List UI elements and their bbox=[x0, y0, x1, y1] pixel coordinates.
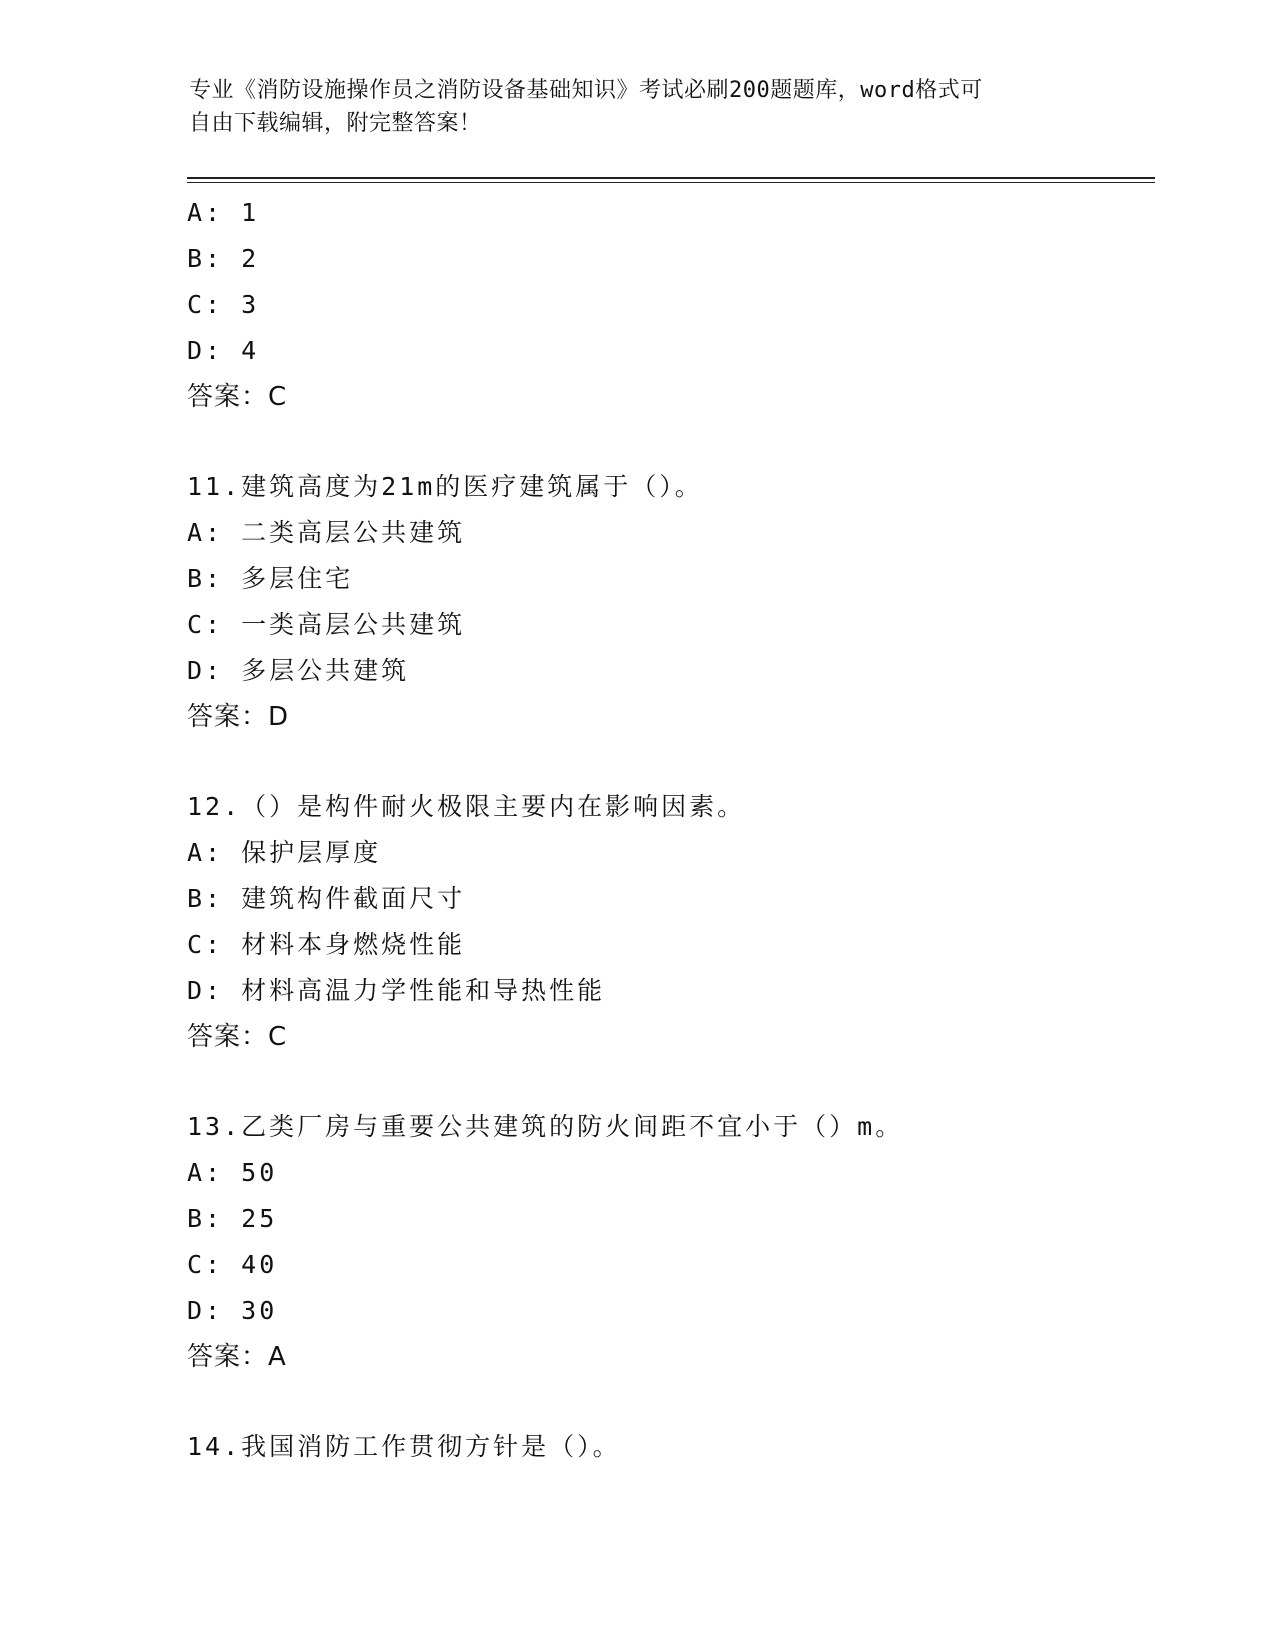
option-d: D: 4 bbox=[187, 336, 260, 365]
header-title-line-1: 专业《消防设施操作员之消防设备基础知识》考试必刷200题题库，word格式可 bbox=[189, 78, 983, 103]
document-header bbox=[189, 74, 1089, 140]
answer-line: 答案：D bbox=[187, 702, 290, 732]
spacer bbox=[187, 1060, 1147, 1104]
header-title-line-2: 自由下载编辑，附完整答案！ bbox=[189, 111, 482, 136]
option-b: B: 多层住宅 bbox=[187, 564, 354, 593]
answer-line: 答案：C bbox=[187, 1022, 288, 1052]
option-b: B: 25 bbox=[187, 1204, 278, 1233]
spacer bbox=[187, 1380, 1147, 1424]
option-d: D: 多层公共建筑 bbox=[187, 656, 410, 685]
option-b: B: 建筑构件截面尺寸 bbox=[187, 884, 466, 913]
option-a: A: 50 bbox=[187, 1158, 278, 1187]
question-stem: 11.建筑高度为21m的医疗建筑属于（）。 bbox=[187, 472, 703, 501]
option-c: C: 一类高层公共建筑 bbox=[187, 610, 466, 639]
option-d: D: 30 bbox=[187, 1296, 278, 1325]
header-divider-thin bbox=[187, 182, 1155, 183]
question-block-10 bbox=[187, 190, 1147, 420]
answer-line: 答案：C bbox=[187, 382, 288, 412]
question-block-13 bbox=[187, 1104, 1147, 1380]
header-divider-thick bbox=[187, 177, 1155, 179]
answer-line: 答案：A bbox=[187, 1342, 287, 1372]
question-list bbox=[187, 190, 1147, 1470]
question-block-11 bbox=[187, 464, 1147, 740]
option-a: A: 保护层厚度 bbox=[187, 838, 382, 867]
option-a: A: 1 bbox=[187, 198, 260, 227]
question-stem: 14.我国消防工作贯彻方针是（）。 bbox=[187, 1432, 621, 1461]
spacer bbox=[187, 740, 1147, 784]
option-c: C: 材料本身燃烧性能 bbox=[187, 930, 466, 959]
option-b: B: 2 bbox=[187, 244, 260, 273]
question-stem: 12.（）是构件耐火极限主要内在影响因素。 bbox=[187, 792, 746, 821]
option-d: D: 材料高温力学性能和导热性能 bbox=[187, 976, 606, 1005]
question-block-12 bbox=[187, 784, 1147, 1060]
question-stem: 13.乙类厂房与重要公共建筑的防火间距不宜小于（）m。 bbox=[187, 1112, 904, 1141]
option-c: C: 3 bbox=[187, 290, 260, 319]
question-block-14 bbox=[187, 1424, 1147, 1470]
spacer bbox=[187, 420, 1147, 464]
option-a: A: 二类高层公共建筑 bbox=[187, 518, 466, 547]
option-c: C: 40 bbox=[187, 1250, 278, 1279]
